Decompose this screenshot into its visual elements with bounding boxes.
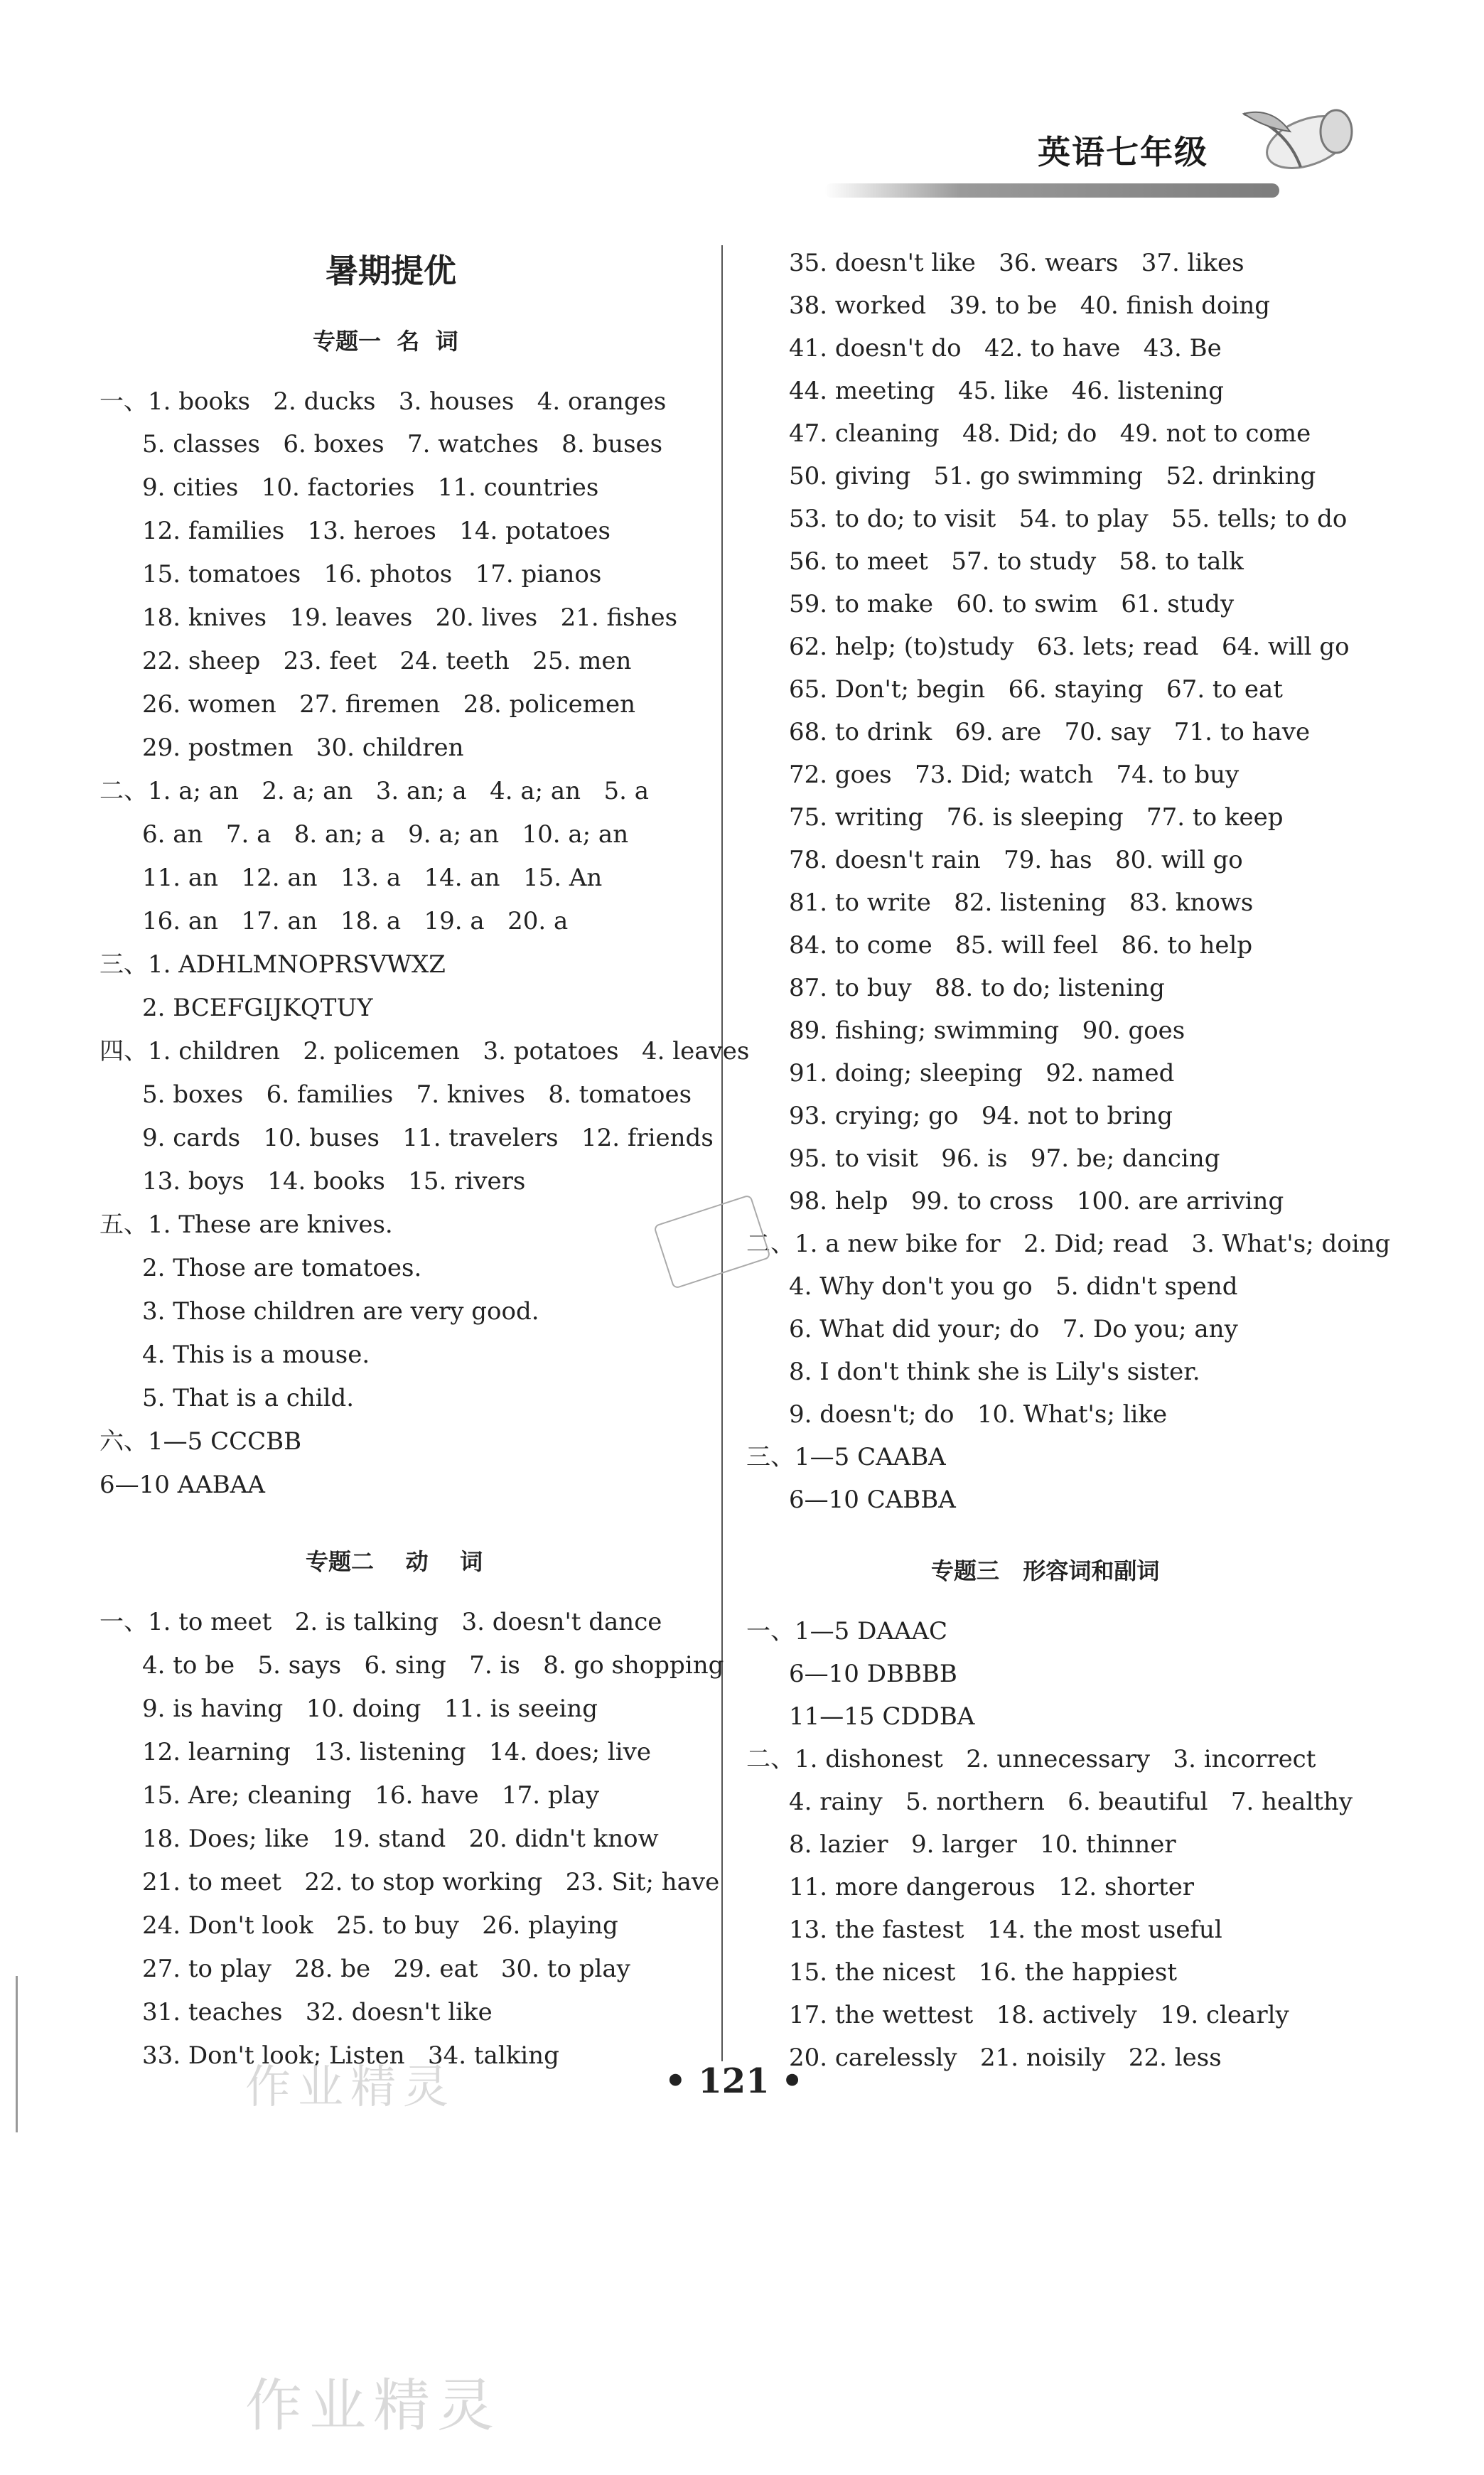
answer-line: 47. cleaning 48. Did; do 49. not to come (789, 419, 1311, 448)
section1-title: 专题一 名 词 (313, 328, 458, 355)
answer-line: 72. goes 73. Did; watch 74. to buy (789, 761, 1240, 789)
answer-line: 6. What did your; do 7. Do you; any (789, 1315, 1238, 1343)
answer-line: 六、1—5 CCCBB (100, 1427, 302, 1456)
answer-line: 84. to come 85. will feel 86. to help (789, 931, 1253, 960)
answer-line: 50. giving 51. go swimming 52. drinking (789, 462, 1316, 490)
answer-line: 62. help; (to)study 63. lets; read 64. will go (789, 633, 1350, 661)
answer-line: 13. the fastest 14. the most useful (789, 1916, 1222, 1944)
answer-line: 9. is having 10. doing 11. is seeing (142, 1695, 598, 1723)
answer-line: 91. doing; sleeping 92. named (789, 1059, 1175, 1088)
answer-line: 12. learning 13. listening 14. does; live (142, 1738, 651, 1766)
answer-line: 17. the wettest 18. actively 19. clearly (789, 2001, 1289, 2029)
answer-line: 15. tomatoes 16. photos 17. pianos (142, 560, 602, 589)
answer-line: 二、1. a; an 2. a; an 3. an; a 4. a; an 5. a (100, 777, 650, 805)
answer-line: 4. to be 5. says 6. sing 7. is 8. go shopping (142, 1651, 724, 1680)
answer-line: 5. boxes 6. families 7. knives 8. tomatoes (142, 1080, 692, 1109)
answer-line: 5. That is a child. (142, 1384, 355, 1412)
answer-line: 29. postmen 30. children (142, 734, 464, 762)
answer-line: 16. an 17. an 18. a 19. a 20. a (142, 907, 569, 935)
answer-line: 4. rainy 5. northern 6. beautiful 7. healthy (789, 1788, 1353, 1816)
answer-line: 15. the nicest 16. the happiest (789, 1958, 1178, 1987)
answer-line: 26. women 27. firemen 28. policemen (142, 690, 636, 719)
answer-line: 33. Don't look; Listen 34. talking (142, 2041, 559, 2070)
answer-line: 一、1—5 DAAAC (746, 1617, 948, 1645)
answer-line: 6—10 AABAA (100, 1471, 265, 1499)
answer-line: 11—15 CDDBA (789, 1702, 975, 1731)
answer-line: 59. to make 60. to swim 61. study (789, 590, 1235, 618)
answer-line: 44. meeting 45. like 46. listening (789, 377, 1225, 405)
answer-line: 20. carelessly 21. noisily 22. less (789, 2044, 1222, 2072)
page-number: • 121 • (665, 2061, 803, 2101)
answer-line: 87. to buy 88. to do; listening (789, 974, 1165, 1002)
answer-line: 27. to play 28. be 29. eat 30. to play (142, 1955, 630, 1983)
answer-line: 6—10 CABBA (789, 1486, 956, 1514)
page-edge-mark (16, 1976, 18, 2132)
answer-line: 53. to do; to visit 54. to play 55. tells; to do (789, 505, 1348, 533)
answer-line: 8. I don't think she is Lily's sister. (789, 1358, 1200, 1386)
section3-title: 专题三 形容词和副词 (931, 1557, 1160, 1584)
answer-line: 2. BCEFGIJKQTUY (142, 994, 373, 1022)
answer-line: 95. to visit 96. is 97. be; dancing (789, 1144, 1220, 1173)
answer-line: 四、1. children 2. policemen 3. potatoes 4. leaves (100, 1037, 750, 1065)
answer-line: 98. help 99. to cross 100. are arriving (789, 1187, 1284, 1215)
answer-line: 75. writing 76. is sleeping 77. to keep (789, 803, 1284, 832)
answer-line: 二、1. a new bike for 2. Did; read 3. What's; doing (746, 1230, 1391, 1258)
answer-line: 3. Those children are very good. (142, 1297, 539, 1326)
answer-line: 5. classes 6. boxes 7. watches 8. buses (142, 430, 663, 458)
answer-line: 18. knives 19. leaves 20. lives 21. fishes (142, 603, 678, 632)
watermark-text: 作业精灵 (245, 2061, 456, 2114)
answer-line: 二、1. dishonest 2. unnecessary 3. incorrect (746, 1745, 1316, 1773)
answer-line: 22. sheep 23. feet 24. teeth 25. men (142, 647, 632, 675)
main-title: 暑期提优 (326, 252, 456, 290)
answer-line: 68. to drink 69. are 70. say 71. to have (789, 718, 1311, 746)
answer-line: 9. doesn't; do 10. What's; like (789, 1400, 1168, 1429)
answer-line: 11. an 12. an 13. a 14. an 15. An (142, 864, 603, 892)
watermark-text-bottom: 作业精灵 (245, 2373, 501, 2439)
answer-line: 15. Are; cleaning 16. have 17. play (142, 1781, 600, 1810)
answer-line: 93. crying; go 94. not to bring (789, 1102, 1173, 1130)
header-title: 英语七年级 (1038, 133, 1208, 171)
answer-line: 五、1. These are knives. (100, 1210, 393, 1239)
header-bar (824, 183, 1279, 198)
answer-line: 三、1. ADHLMNOPRSVWXZ (100, 950, 446, 979)
answer-line: 9. cities 10. factories 11. countries (142, 473, 599, 502)
answer-line: 41. doesn't do 42. to have 43. Be (789, 334, 1222, 363)
answer-line: 三、1—5 CAABA (746, 1443, 946, 1471)
answer-line: 56. to meet 57. to study 58. to talk (789, 547, 1244, 576)
answer-line: 11. more dangerous 12. shorter (789, 1873, 1195, 1901)
answer-line: 38. worked 39. to be 40. finish doing (789, 291, 1270, 320)
answer-line: 78. doesn't rain 79. has 80. will go (789, 846, 1243, 874)
answer-line: 65. Don't; begin 66. staying 67. to eat (789, 675, 1283, 704)
answer-line: 18. Does; like 19. stand 20. didn't know (142, 1825, 659, 1853)
answer-line: 8. lazier 9. larger 10. thinner (789, 1830, 1176, 1859)
answer-line: 13. boys 14. books 15. rivers (142, 1167, 526, 1196)
section2-title: 专题二 动 词 (306, 1548, 483, 1575)
answer-line: 一、1. books 2. ducks 3. houses 4. oranges (100, 387, 667, 416)
answer-line: 12. families 13. heroes 14. potatoes (142, 517, 611, 545)
answer-line: 31. teaches 32. doesn't like (142, 1998, 493, 2026)
answer-line: 一、1. to meet 2. is talking 3. doesn't dance (100, 1608, 662, 1636)
answer-line: 6. an 7. a 8. an; a 9. a; an 10. a; an (142, 820, 629, 849)
scroll-feather-icon (1222, 100, 1365, 199)
answer-line: 4. This is a mouse. (142, 1341, 370, 1369)
answer-line: 35. doesn't like 36. wears 37. likes (789, 249, 1244, 277)
answer-line: 24. Don't look 25. to buy 26. playing (142, 1911, 618, 1940)
column-divider (721, 245, 723, 2061)
answer-line: 6—10 DBBBB (789, 1660, 957, 1688)
answer-line: 21. to meet 22. to stop working 23. Sit; have (142, 1868, 720, 1896)
answer-line: 9. cards 10. buses 11. travelers 12. friends (142, 1124, 714, 1152)
answer-line: 81. to write 82. listening 83. knows (789, 888, 1254, 917)
answer-line: 89. fishing; swimming 90. goes (789, 1016, 1185, 1045)
answer-line: 4. Why don't you go 5. didn't spend (789, 1272, 1238, 1301)
answer-line: 2. Those are tomatoes. (142, 1254, 422, 1282)
